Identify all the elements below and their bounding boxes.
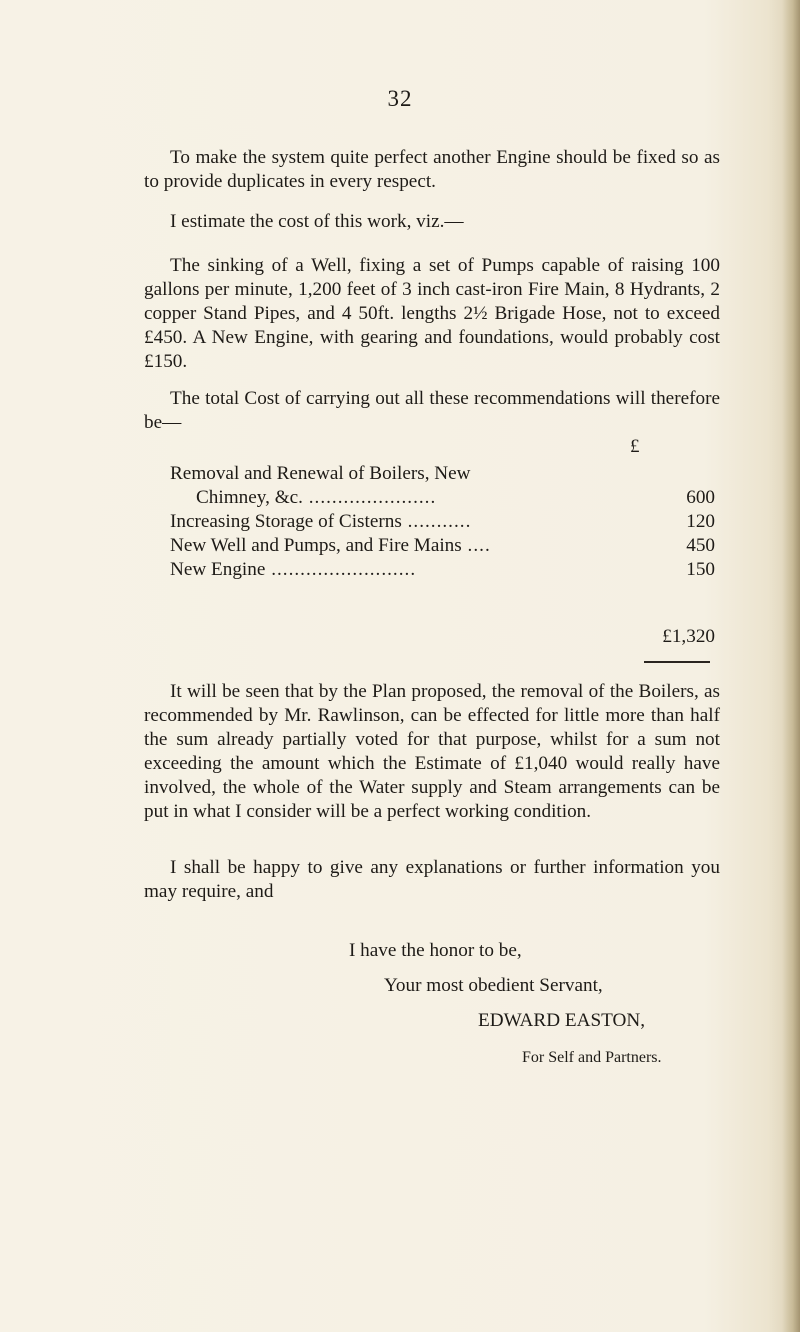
cost-row-well-pumps bbox=[170, 534, 715, 558]
signature-name: EDWARD EASTON, bbox=[478, 1010, 645, 1031]
leader-dots: ......................... bbox=[265, 559, 417, 580]
paragraph-engine-duplicate: To make the system quite perfect another Engine should be fixed so as to provide duplicates in every respect. bbox=[144, 147, 720, 192]
currency-column-header: £ bbox=[630, 436, 640, 457]
total-rule bbox=[644, 661, 710, 663]
cost-table bbox=[170, 462, 715, 582]
cost-label-text: New Engine bbox=[170, 559, 266, 580]
leader-dots: ...................... bbox=[302, 487, 437, 508]
closing-line-honor: I have the honor to be, bbox=[349, 940, 522, 961]
paragraph-total-cost-intro: The total Cost of carrying out all these recommendations will therefore be— bbox=[144, 388, 720, 433]
cost-label bbox=[170, 510, 471, 534]
paragraph-further-information: I shall be happy to give any explanations or further information you may require, and bbox=[144, 857, 720, 902]
cost-amount: 150 bbox=[686, 559, 715, 580]
cost-row-cisterns bbox=[170, 510, 715, 534]
paragraph-estimate-intro: I estimate the cost of this work, viz.— bbox=[170, 211, 464, 232]
page-edge-shadow bbox=[782, 0, 800, 1332]
cost-total: £1,320 bbox=[662, 626, 715, 647]
cost-amount: 450 bbox=[686, 535, 715, 556]
cost-label-text: New Well and Pumps, and Fire Mains bbox=[170, 535, 462, 556]
paragraph-plan-summary: It will be seen that by the Plan proposed, the removal of the Boilers, as recommended by Mr. Rawlinson, can be effected for little more than half the sum already partially voted for that purpose, whilst for a sum not exceeding the amount which the Estimate of £1,040 would really have involved, the whole of the Water supply and Steam arrangements can be put in what I consider will be a perfect working condition. bbox=[144, 681, 720, 822]
cost-label bbox=[170, 534, 491, 558]
cost-label bbox=[170, 462, 471, 510]
signature-capacity: For Self and Partners. bbox=[522, 1049, 662, 1066]
cost-amount: 600 bbox=[686, 487, 715, 508]
cost-row-boilers bbox=[170, 462, 715, 510]
cost-label bbox=[170, 558, 416, 582]
page-number: 32 bbox=[387, 86, 413, 111]
cost-row-new-engine bbox=[170, 558, 715, 582]
cost-amount: 120 bbox=[686, 511, 715, 532]
cost-label-line2: Chimney, &c. bbox=[196, 487, 303, 508]
closing-line-servant: Your most obedient Servant, bbox=[384, 975, 603, 996]
leader-dots: ........... bbox=[401, 511, 472, 532]
paragraph-well-and-pumps: The sinking of a Well, fixing a set of Pumps capable of raising 100 gallons per minute, 1,200 feet of 3 inch cast-iron Fire Main, 8 Hydrants, 2 copper Stand Pipes, and 4 50ft. lengths 2½ Brigade Hose, not to exceed £450. A New Engine, with gearing and foundations, would probably cost £150. bbox=[144, 255, 720, 372]
cost-label-line1: Removal and Renewal of Boilers, New bbox=[170, 463, 471, 484]
cost-label-text: Increasing Storage of Cisterns bbox=[170, 511, 402, 532]
leader-dots: .... bbox=[461, 535, 491, 556]
